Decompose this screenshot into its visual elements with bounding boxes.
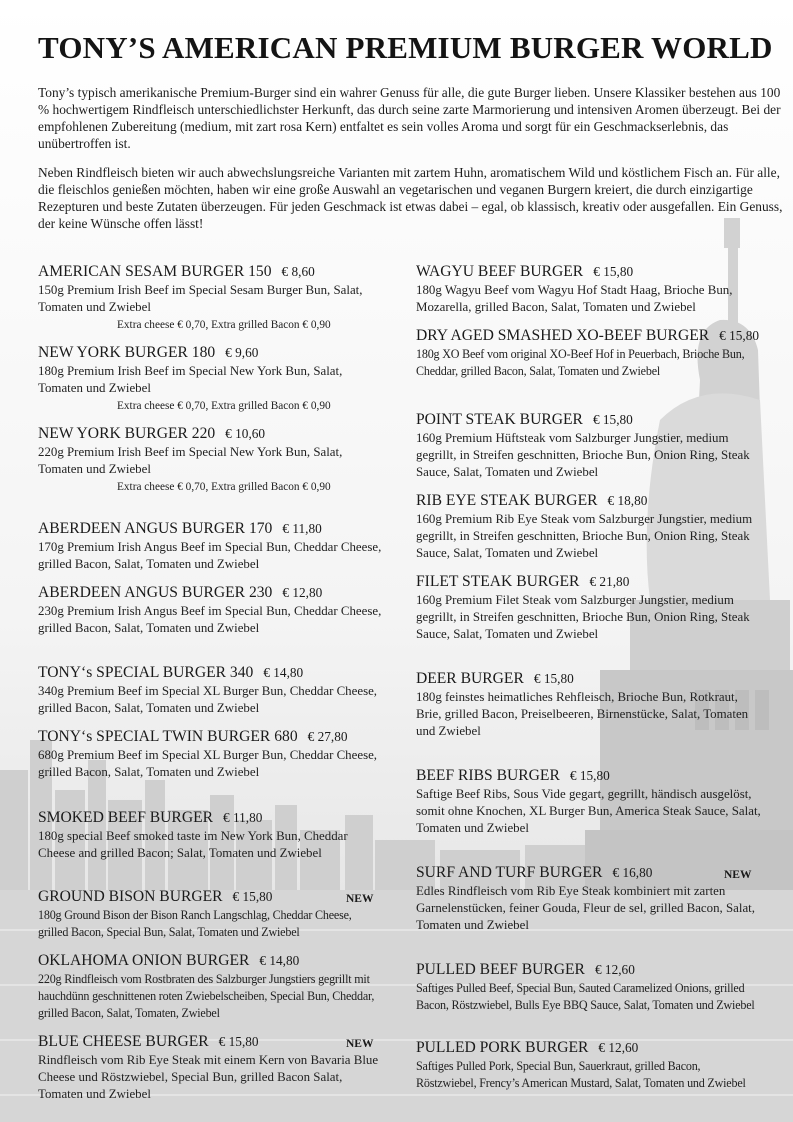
item-description: Saftiges Pulled Pork, Special Bun, Sauerkraut, grilled Bacon, Röstzwiebel, Frency’s American Mustard, Salat, Tomaten und Zwiebel — [416, 1059, 746, 1090]
item-price: € 14,80 — [263, 665, 304, 680]
menu-item — [38, 343, 383, 414]
item-price: € 15,80 — [569, 768, 610, 783]
menu-item — [38, 583, 383, 637]
menu-item — [38, 1032, 383, 1103]
menu-item — [38, 951, 383, 1022]
item-description: Saftige Beef Ribs, Sous Vide gegart, gegrillt, händisch ausgelöst, somit ohne Knochen, XL Burger Bun, America Steak Sauce, Salat, Tomaten und Zwiebel — [416, 787, 761, 835]
menu-item — [38, 887, 383, 941]
item-description: 340g Premium Beef im Special XL Burger Bun, Cheddar Cheese, grilled Bacon, Salat, Tomaten und Zwiebel — [38, 684, 378, 715]
item-price: € 10,60 — [225, 426, 266, 441]
item-description: 150g Premium Irish Beef im Special Sesam Burger Bun, Salat, Tomaten und Zwiebel — [38, 283, 363, 314]
item-price: € 15,80 — [218, 1034, 259, 1049]
item-price: € 15,80 — [719, 328, 760, 343]
item-name: DEER BURGER — [416, 670, 524, 687]
menu-item — [38, 262, 383, 333]
item-price: € 18,80 — [607, 493, 648, 508]
new-badge: NEW — [346, 1038, 374, 1050]
menu-item — [38, 727, 383, 781]
menu-item — [38, 424, 383, 495]
item-name: DRY AGED SMASHED XO-BEEF BURGER — [416, 327, 710, 344]
item-name: OKLAHOMA ONION BURGER — [38, 952, 250, 969]
item-name: TONY‘s SPECIAL TWIN BURGER 680 — [38, 728, 298, 745]
item-name: NEW YORK BURGER 180 — [38, 344, 216, 361]
menu-item — [416, 863, 761, 934]
item-description: 180g XO Beef vom original XO-Beef Hof in Peuerbach, Brioche Bun, Cheddar, grilled Bacon, Salat, Tomaten und Zwiebel — [416, 347, 745, 378]
item-description: 170g Premium Irish Angus Beef im Special Bun, Cheddar Cheese, grilled Bacon, Salat, Tomaten und Zwiebel — [38, 540, 382, 571]
item-name: FILET STEAK BURGER — [416, 573, 580, 590]
item-description: 180g special Beef smoked taste im New York Bun, Cheddar Cheese and grilled Bacon; Salat, Tomaten und Zwiebel — [38, 829, 348, 860]
menu-item — [416, 326, 761, 380]
item-description: Rindfleisch vom Rib Eye Steak mit einem Kern von Bavaria Blue Cheese und Röstzwiebel, Special Bun, grilled Bacon Salat, Tomaten und Zwiebel — [38, 1053, 379, 1101]
menu-item — [416, 491, 761, 562]
new-badge: NEW — [724, 869, 752, 881]
menu-item — [416, 1038, 761, 1092]
item-name: RIB EYE STEAK BURGER — [416, 492, 598, 509]
item-price: € 12,60 — [598, 1040, 639, 1055]
item-description: 180g Wagyu Beef vom Wagyu Hof Stadt Haag, Brioche Bun, Mozarella, grilled Bacon, Salat, Tomaten und Zwiebel — [416, 283, 733, 314]
item-description: 230g Premium Irish Angus Beef im Special Bun, Cheddar Cheese, grilled Bacon, Salat, Tomaten und Zwiebel — [38, 604, 382, 635]
item-extras: Extra cheese € 0,70, Extra grilled Bacon € 0,90 — [117, 481, 331, 493]
item-price: € 9,60 — [225, 345, 259, 360]
item-name: ABERDEEN ANGUS BURGER 170 — [38, 520, 273, 537]
intro-paragraph: Tony’s typisch amerikanische Premium-Burger sind ein wahrer Genuss für alle, die gute Burger lieben. Unsere Klassiker bestehen aus 100 % hochwertigem Rindfleisch unterschiedlichster Herkunft, das durch seine zarte Marmorierung und intensiven Aromen überzeugt. Bei der empfohlenen Zubereitung (medium, mit zart rosa Kern) entfaltet es sein volles Aroma und sorgt für ein Geschmackserlebnis, das unübertroffen ist. — [38, 85, 781, 151]
item-description: 220g Rindfleisch vom Rostbraten des Salzburger Jungstiers gegrillt mit hauchdünn geschnittenen roten Zwiebelscheiben, Special Bun, Cheddar, grilled Bacon, Salat, Tomaten, Zwiebel — [38, 972, 375, 1020]
item-name: SURF AND TURF BURGER — [416, 864, 603, 881]
item-name: TONY‘s SPECIAL BURGER 340 — [38, 664, 254, 681]
menu-item — [416, 262, 761, 316]
menu-item — [416, 766, 761, 837]
item-price: € 12,60 — [594, 962, 635, 977]
item-name: PULLED BEEF BURGER — [416, 961, 585, 978]
item-description: 220g Premium Irish Beef im Special New York Bun, Salat, Tomaten und Zwiebel — [38, 445, 343, 476]
menu-item — [416, 572, 761, 643]
item-price: € 27,80 — [307, 729, 348, 744]
item-name: NEW YORK BURGER 220 — [38, 425, 216, 442]
item-price: € 11,80 — [223, 810, 263, 825]
item-name: BLUE CHEESE BURGER — [38, 1033, 209, 1050]
item-description: 160g Premium Hüftsteak vom Salzburger Jungstier, medium gegrillt, in Streifen geschnitten, Brioche Bun, Onion Ring, Steak Sauce, Salat, Tomaten und Zwiebel — [416, 431, 750, 479]
item-description: Saftiges Pulled Beef, Special Bun, Sauted Caramelized Onions, grilled Bacon, Röstzwiebel, Bulls Eye BBQ Sauce, Salat, Tomaten und Zwiebel — [416, 981, 755, 1012]
menu-item — [416, 410, 761, 481]
item-price: € 15,80 — [232, 889, 273, 904]
item-description: 680g Premium Beef im Special XL Burger Bun, Cheddar Cheese, grilled Bacon, Salat, Tomaten und Zwiebel — [38, 748, 378, 779]
item-price: € 21,80 — [589, 574, 630, 589]
item-description: 180g feinstes heimatliches Rehfleisch, Brioche Bun, Rotkraut, Brie, grilled Bacon, Preiselbeeren, Birnenstücke, Salat, Tomaten und Zwiebel — [416, 690, 749, 738]
new-badge: NEW — [346, 893, 374, 905]
item-name: ABERDEEN ANGUS BURGER 230 — [38, 584, 273, 601]
item-name: AMERICAN SESAM BURGER 150 — [38, 263, 272, 280]
menu-item — [416, 960, 761, 1014]
intro-paragraph: Neben Rindfleisch bieten wir auch abwechslungsreiche Varianten mit zartem Huhn, aromatischem Wild und köstlichem Fisch an. Für alle, die fleischlos genießen möchten, haben wir eine große Auswahl an vegetarischen und veganen Burgern kreiert, die durch einzigartige Rezepturen und beste Zutaten überzeugen. Für jeden Geschmack ist etwas dabei – egal, ob klassisch, kreativ oder ausgefallen. Ein Genuss, der keine Wünsche offen lässt! — [38, 165, 783, 231]
item-name: PULLED PORK BURGER — [416, 1039, 589, 1056]
item-description: 160g Premium Filet Steak vom Salzburger Jungstier, medium gegrillt, in Streifen geschnitten, Brioche Bun, Onion Ring, Steak Sauce, Salat, Tomaten und Zwiebel — [416, 593, 750, 641]
menu-title: TONY’S AMERICAN PREMIUM BURGER WORLD — [38, 30, 773, 65]
item-name: SMOKED BEEF BURGER — [38, 809, 214, 826]
item-price: € 14,80 — [259, 953, 300, 968]
item-price: € 16,80 — [612, 865, 653, 880]
item-description: 160g Premium Rib Eye Steak vom Salzburger Jungstier, medium gegrillt, in Streifen geschnitten, Brioche Bun, Onion Ring, Steak Sauce, Salat, Tomaten und Zwiebel — [416, 512, 753, 560]
menu-item — [38, 519, 383, 573]
item-price: € 15,80 — [593, 264, 634, 279]
item-description: 180g Premium Irish Beef im Special New York Bun, Salat, Tomaten und Zwiebel — [38, 364, 343, 395]
item-price: € 8,60 — [281, 264, 315, 279]
menu-item — [38, 808, 383, 862]
item-extras: Extra cheese € 0,70, Extra grilled Bacon € 0,90 — [117, 400, 331, 412]
item-name: GROUND BISON BURGER — [38, 888, 223, 905]
item-price: € 11,80 — [282, 521, 322, 536]
item-name: BEEF RIBS BURGER — [416, 767, 560, 784]
item-name: POINT STEAK BURGER — [416, 411, 583, 428]
item-price: € 15,80 — [592, 412, 633, 427]
item-price: € 15,80 — [533, 671, 574, 686]
item-name: WAGYU BEEF BURGER — [416, 263, 584, 280]
item-extras: Extra cheese € 0,70, Extra grilled Bacon € 0,90 — [117, 319, 331, 331]
item-description: Edles Rindfleisch vom Rib Eye Steak kombiniert mit zarten Garnelenstücken, feiner Gouda, Fleur de sel, grilled Bacon, Salat, Tomaten und Zwiebel — [416, 884, 755, 932]
item-price: € 12,80 — [282, 585, 323, 600]
menu-item — [416, 669, 761, 740]
item-description: 180g Ground Bison der Bison Ranch Langschlag, Cheddar Cheese, grilled Bacon, Special Bun, Salat, Tomaten und Zwiebel — [38, 908, 352, 939]
menu-item — [38, 663, 383, 717]
